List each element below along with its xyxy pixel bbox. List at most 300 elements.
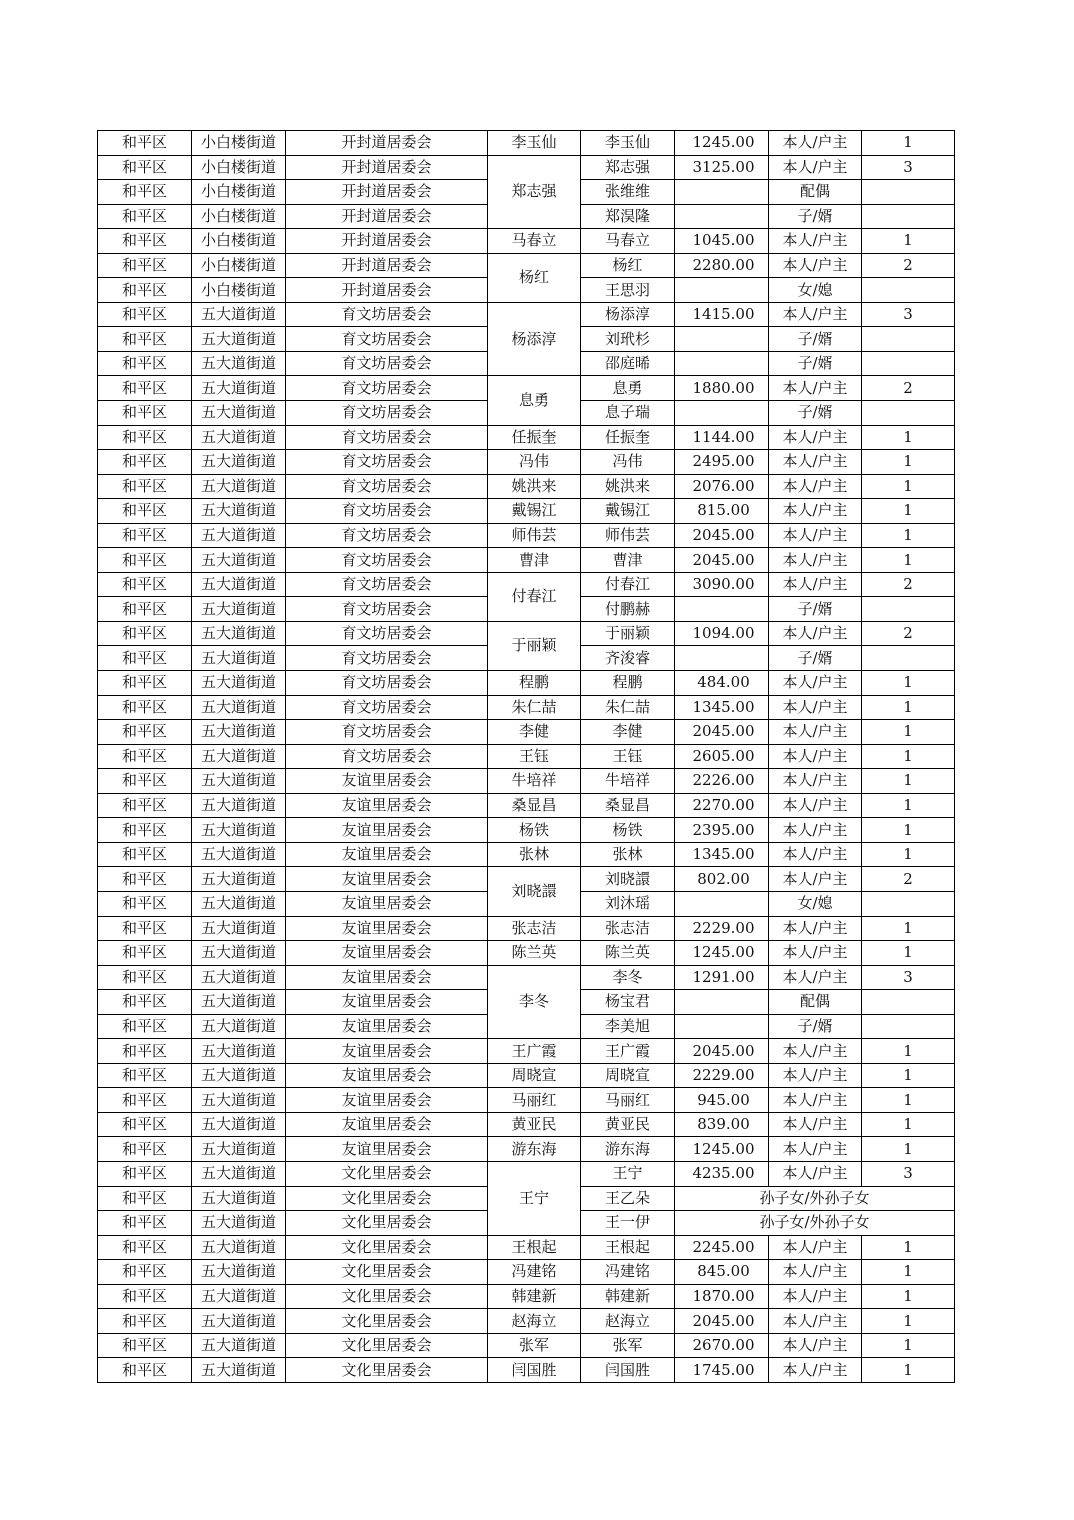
household-head-cell: 郑志强 — [488, 155, 581, 229]
committee-cell: 育文坊居委会 — [286, 646, 488, 671]
street-cell: 五大道街道 — [192, 867, 286, 892]
count-cell — [862, 1014, 955, 1039]
count-cell — [862, 891, 955, 916]
committee-cell: 开封道居委会 — [286, 229, 488, 254]
committee-cell: 友谊里居委会 — [286, 818, 488, 843]
street-cell: 五大道街道 — [192, 1112, 286, 1137]
count-cell: 1 — [862, 1260, 955, 1285]
street-cell: 五大道街道 — [192, 1137, 286, 1162]
amount-cell: 2670.00 — [675, 1333, 769, 1358]
district-cell: 和平区 — [98, 548, 192, 573]
relation-cell: 配偶 — [769, 180, 862, 205]
table-row — [98, 769, 955, 794]
district-cell: 和平区 — [98, 1358, 192, 1383]
count-cell — [862, 990, 955, 1015]
street-cell: 小白楼街道 — [192, 131, 286, 156]
street-cell: 五大道街道 — [192, 401, 286, 426]
committee-cell: 开封道居委会 — [286, 278, 488, 303]
member-name-cell: 姚洪来 — [581, 474, 675, 499]
relation-cell: 孙子女/外孙子女 — [675, 1186, 955, 1211]
table-row — [98, 793, 955, 818]
household-head-cell: 杨铁 — [488, 818, 581, 843]
member-name-cell: 王乙朵 — [581, 1186, 675, 1211]
count-cell: 1 — [862, 941, 955, 966]
street-cell: 五大道街道 — [192, 916, 286, 941]
member-name-cell: 李健 — [581, 720, 675, 745]
district-cell: 和平区 — [98, 1284, 192, 1309]
district-cell: 和平区 — [98, 891, 192, 916]
count-cell: 1 — [862, 425, 955, 450]
street-cell: 五大道街道 — [192, 842, 286, 867]
household-head-cell: 朱仁喆 — [488, 695, 581, 720]
street-cell: 五大道街道 — [192, 1284, 286, 1309]
amount-cell: 1345.00 — [675, 842, 769, 867]
district-cell: 和平区 — [98, 671, 192, 696]
committee-cell: 友谊里居委会 — [286, 941, 488, 966]
relation-cell: 本人/户主 — [769, 523, 862, 548]
amount-cell: 2229.00 — [675, 1063, 769, 1088]
count-cell: 1 — [862, 720, 955, 745]
table-row — [98, 1112, 955, 1137]
committee-cell: 文化里居委会 — [286, 1186, 488, 1211]
committee-cell: 文化里居委会 — [286, 1260, 488, 1285]
relation-cell: 女/媳 — [769, 278, 862, 303]
relation-cell: 本人/户主 — [769, 1039, 862, 1064]
street-cell: 五大道街道 — [192, 1014, 286, 1039]
household-head-cell: 张林 — [488, 842, 581, 867]
count-cell — [862, 327, 955, 352]
district-cell: 和平区 — [98, 720, 192, 745]
household-head-cell: 王根起 — [488, 1235, 581, 1260]
street-cell: 五大道街道 — [192, 1039, 286, 1064]
count-cell: 1 — [862, 1235, 955, 1260]
member-name-cell: 闫国胜 — [581, 1358, 675, 1383]
table-row — [98, 867, 955, 892]
street-cell: 五大道街道 — [192, 1161, 286, 1186]
table-row — [98, 818, 955, 843]
relation-cell: 子/婿 — [769, 351, 862, 376]
count-cell: 1 — [862, 548, 955, 573]
count-cell: 1 — [862, 450, 955, 475]
member-name-cell: 冯建铭 — [581, 1260, 675, 1285]
amount-cell: 1045.00 — [675, 229, 769, 254]
member-name-cell: 赵海立 — [581, 1309, 675, 1334]
relation-cell: 本人/户主 — [769, 695, 862, 720]
committee-cell: 育文坊居委会 — [286, 450, 488, 475]
household-head-cell: 师伟芸 — [488, 523, 581, 548]
amount-cell: 802.00 — [675, 867, 769, 892]
committee-cell: 友谊里居委会 — [286, 1014, 488, 1039]
table-row — [98, 941, 955, 966]
relation-cell: 子/婿 — [769, 204, 862, 229]
member-name-cell: 游东海 — [581, 1137, 675, 1162]
member-name-cell: 息勇 — [581, 376, 675, 401]
relation-cell: 子/婿 — [769, 401, 862, 426]
count-cell: 2 — [862, 376, 955, 401]
district-cell: 和平区 — [98, 1260, 192, 1285]
district-cell: 和平区 — [98, 965, 192, 990]
table-row — [98, 1333, 955, 1358]
member-name-cell: 任振奎 — [581, 425, 675, 450]
district-cell: 和平区 — [98, 818, 192, 843]
amount-cell: 3090.00 — [675, 572, 769, 597]
committee-cell: 友谊里居委会 — [286, 867, 488, 892]
street-cell: 五大道街道 — [192, 1211, 286, 1236]
table-row — [98, 720, 955, 745]
street-cell: 五大道街道 — [192, 327, 286, 352]
household-head-cell: 韩建新 — [488, 1284, 581, 1309]
committee-cell: 开封道居委会 — [286, 180, 488, 205]
district-cell: 和平区 — [98, 155, 192, 180]
district-cell: 和平区 — [98, 1137, 192, 1162]
amount-cell: 1094.00 — [675, 621, 769, 646]
household-head-cell: 张志洁 — [488, 916, 581, 941]
street-cell: 五大道街道 — [192, 695, 286, 720]
count-cell — [862, 401, 955, 426]
amount-cell: 2395.00 — [675, 818, 769, 843]
amount-cell: 1345.00 — [675, 695, 769, 720]
member-name-cell: 付春江 — [581, 572, 675, 597]
count-cell: 1 — [862, 1137, 955, 1162]
relation-cell: 本人/户主 — [769, 941, 862, 966]
relation-cell: 本人/户主 — [769, 1284, 862, 1309]
amount-cell — [675, 180, 769, 205]
count-cell: 1 — [862, 1063, 955, 1088]
household-head-cell: 杨添淳 — [488, 302, 581, 376]
street-cell: 五大道街道 — [192, 891, 286, 916]
amount-cell: 815.00 — [675, 499, 769, 524]
data-table — [97, 130, 955, 1383]
relation-cell: 本人/户主 — [769, 1088, 862, 1113]
district-cell: 和平区 — [98, 1235, 192, 1260]
table-row — [98, 523, 955, 548]
count-cell: 1 — [862, 793, 955, 818]
district-cell: 和平区 — [98, 646, 192, 671]
table-row — [98, 1137, 955, 1162]
household-head-cell: 李玉仙 — [488, 131, 581, 156]
amount-cell: 1245.00 — [675, 131, 769, 156]
committee-cell: 育文坊居委会 — [286, 327, 488, 352]
district-cell: 和平区 — [98, 278, 192, 303]
count-cell: 1 — [862, 523, 955, 548]
relation-cell: 本人/户主 — [769, 1358, 862, 1383]
committee-cell: 开封道居委会 — [286, 131, 488, 156]
amount-cell — [675, 401, 769, 426]
amount-cell: 2495.00 — [675, 450, 769, 475]
amount-cell — [675, 597, 769, 622]
committee-cell: 育文坊居委会 — [286, 499, 488, 524]
household-head-cell: 张军 — [488, 1333, 581, 1358]
district-cell: 和平区 — [98, 842, 192, 867]
household-head-cell: 李健 — [488, 720, 581, 745]
relation-cell: 本人/户主 — [769, 1112, 862, 1137]
committee-cell: 友谊里居委会 — [286, 1063, 488, 1088]
district-cell: 和平区 — [98, 572, 192, 597]
household-head-cell: 戴锡江 — [488, 499, 581, 524]
amount-cell: 2045.00 — [675, 1039, 769, 1064]
committee-cell: 育文坊居委会 — [286, 695, 488, 720]
street-cell: 五大道街道 — [192, 597, 286, 622]
district-cell: 和平区 — [98, 1161, 192, 1186]
street-cell: 五大道街道 — [192, 744, 286, 769]
district-cell: 和平区 — [98, 1088, 192, 1113]
table-row — [98, 425, 955, 450]
table-row — [98, 474, 955, 499]
district-cell: 和平区 — [98, 769, 192, 794]
household-head-cell: 息勇 — [488, 376, 581, 425]
street-cell: 五大道街道 — [192, 1063, 286, 1088]
household-head-cell: 冯伟 — [488, 450, 581, 475]
amount-cell: 1245.00 — [675, 1137, 769, 1162]
committee-cell: 文化里居委会 — [286, 1358, 488, 1383]
street-cell: 五大道街道 — [192, 621, 286, 646]
committee-cell: 开封道居委会 — [286, 155, 488, 180]
household-head-cell: 曹津 — [488, 548, 581, 573]
count-cell — [862, 351, 955, 376]
committee-cell: 文化里居委会 — [286, 1333, 488, 1358]
relation-cell: 本人/户主 — [769, 1161, 862, 1186]
table-row — [98, 253, 955, 278]
street-cell: 五大道街道 — [192, 769, 286, 794]
amount-cell: 2245.00 — [675, 1235, 769, 1260]
member-name-cell: 张林 — [581, 842, 675, 867]
district-cell: 和平区 — [98, 474, 192, 499]
relation-cell: 本人/户主 — [769, 818, 862, 843]
table-row — [98, 229, 955, 254]
member-name-cell: 王钰 — [581, 744, 675, 769]
committee-cell: 文化里居委会 — [286, 1309, 488, 1334]
street-cell: 五大道街道 — [192, 793, 286, 818]
street-cell: 五大道街道 — [192, 1235, 286, 1260]
household-head-cell: 游东海 — [488, 1137, 581, 1162]
relation-cell: 本人/户主 — [769, 499, 862, 524]
street-cell: 五大道街道 — [192, 720, 286, 745]
member-name-cell: 马丽红 — [581, 1088, 675, 1113]
member-name-cell: 程鹏 — [581, 671, 675, 696]
count-cell: 1 — [862, 695, 955, 720]
committee-cell: 育文坊居委会 — [286, 671, 488, 696]
household-head-cell: 周晓宣 — [488, 1063, 581, 1088]
household-head-cell: 王广霞 — [488, 1039, 581, 1064]
district-cell: 和平区 — [98, 1333, 192, 1358]
member-name-cell: 刘沐瑶 — [581, 891, 675, 916]
member-name-cell: 王思羽 — [581, 278, 675, 303]
street-cell: 五大道街道 — [192, 941, 286, 966]
relation-cell: 本人/户主 — [769, 1260, 862, 1285]
district-cell: 和平区 — [98, 523, 192, 548]
table-row — [98, 1284, 955, 1309]
street-cell: 五大道街道 — [192, 1260, 286, 1285]
amount-cell: 1880.00 — [675, 376, 769, 401]
district-cell: 和平区 — [98, 744, 192, 769]
relation-cell: 本人/户主 — [769, 572, 862, 597]
district-cell: 和平区 — [98, 695, 192, 720]
household-head-cell: 黄亚民 — [488, 1112, 581, 1137]
member-name-cell: 李冬 — [581, 965, 675, 990]
table-row — [98, 1161, 955, 1186]
amount-cell: 839.00 — [675, 1112, 769, 1137]
household-head-cell: 杨红 — [488, 253, 581, 302]
district-cell: 和平区 — [98, 1014, 192, 1039]
amount-cell: 1245.00 — [675, 941, 769, 966]
street-cell: 小白楼街道 — [192, 253, 286, 278]
street-cell: 五大道街道 — [192, 965, 286, 990]
relation-cell: 孙子女/外孙子女 — [675, 1211, 955, 1236]
amount-cell: 1415.00 — [675, 302, 769, 327]
committee-cell: 育文坊居委会 — [286, 523, 488, 548]
amount-cell — [675, 891, 769, 916]
street-cell: 小白楼街道 — [192, 180, 286, 205]
count-cell: 1 — [862, 1284, 955, 1309]
table-row — [98, 744, 955, 769]
district-cell: 和平区 — [98, 229, 192, 254]
committee-cell: 育文坊居委会 — [286, 597, 488, 622]
count-cell: 1 — [862, 229, 955, 254]
table-row — [98, 450, 955, 475]
member-name-cell: 刘玳杉 — [581, 327, 675, 352]
count-cell: 2 — [862, 867, 955, 892]
member-name-cell: 韩建新 — [581, 1284, 675, 1309]
member-name-cell: 马春立 — [581, 229, 675, 254]
district-cell: 和平区 — [98, 302, 192, 327]
relation-cell: 本人/户主 — [769, 376, 862, 401]
street-cell: 小白楼街道 — [192, 204, 286, 229]
district-cell: 和平区 — [98, 1039, 192, 1064]
member-name-cell: 牛培祥 — [581, 769, 675, 794]
district-cell: 和平区 — [98, 1211, 192, 1236]
member-name-cell: 戴锡江 — [581, 499, 675, 524]
district-cell: 和平区 — [98, 401, 192, 426]
relation-cell: 本人/户主 — [769, 425, 862, 450]
district-cell: 和平区 — [98, 327, 192, 352]
amount-cell: 2270.00 — [675, 793, 769, 818]
table-row — [98, 1039, 955, 1064]
member-name-cell: 于丽颖 — [581, 621, 675, 646]
member-name-cell: 刘晓譞 — [581, 867, 675, 892]
street-cell: 五大道街道 — [192, 671, 286, 696]
count-cell: 1 — [862, 1358, 955, 1383]
committee-cell: 友谊里居委会 — [286, 916, 488, 941]
committee-cell: 育文坊居委会 — [286, 474, 488, 499]
district-cell: 和平区 — [98, 793, 192, 818]
committee-cell: 育文坊居委会 — [286, 425, 488, 450]
relation-cell: 本人/户主 — [769, 1333, 862, 1358]
member-name-cell: 息子瑞 — [581, 401, 675, 426]
district-cell: 和平区 — [98, 253, 192, 278]
district-cell: 和平区 — [98, 990, 192, 1015]
relation-cell: 本人/户主 — [769, 302, 862, 327]
household-head-cell: 马丽红 — [488, 1088, 581, 1113]
street-cell: 五大道街道 — [192, 1358, 286, 1383]
street-cell: 五大道街道 — [192, 646, 286, 671]
committee-cell: 文化里居委会 — [286, 1284, 488, 1309]
district-cell: 和平区 — [98, 916, 192, 941]
district-cell: 和平区 — [98, 131, 192, 156]
district-cell: 和平区 — [98, 450, 192, 475]
count-cell: 3 — [862, 302, 955, 327]
street-cell: 五大道街道 — [192, 818, 286, 843]
member-name-cell: 杨宝君 — [581, 990, 675, 1015]
street-cell: 五大道街道 — [192, 499, 286, 524]
table-row — [98, 302, 955, 327]
district-cell: 和平区 — [98, 499, 192, 524]
committee-cell: 育文坊居委会 — [286, 401, 488, 426]
table-row — [98, 695, 955, 720]
relation-cell: 本人/户主 — [769, 450, 862, 475]
count-cell: 1 — [862, 671, 955, 696]
member-name-cell: 王一伊 — [581, 1211, 675, 1236]
household-head-cell: 任振奎 — [488, 425, 581, 450]
street-cell: 五大道街道 — [192, 523, 286, 548]
count-cell: 1 — [862, 1112, 955, 1137]
amount-cell — [675, 204, 769, 229]
count-cell: 1 — [862, 1088, 955, 1113]
amount-cell: 1745.00 — [675, 1358, 769, 1383]
relation-cell: 本人/户主 — [769, 548, 862, 573]
table-row — [98, 499, 955, 524]
amount-cell: 845.00 — [675, 1260, 769, 1285]
amount-cell — [675, 990, 769, 1015]
member-name-cell: 冯伟 — [581, 450, 675, 475]
count-cell: 3 — [862, 1161, 955, 1186]
committee-cell: 育文坊居委会 — [286, 548, 488, 573]
amount-cell — [675, 1014, 769, 1039]
committee-cell: 友谊里居委会 — [286, 891, 488, 916]
household-head-cell: 马春立 — [488, 229, 581, 254]
table-row — [98, 1063, 955, 1088]
table-row — [98, 916, 955, 941]
amount-cell — [675, 646, 769, 671]
household-head-cell: 闫国胜 — [488, 1358, 581, 1383]
street-cell: 五大道街道 — [192, 474, 286, 499]
amount-cell: 2605.00 — [675, 744, 769, 769]
count-cell: 1 — [862, 1333, 955, 1358]
district-cell: 和平区 — [98, 204, 192, 229]
committee-cell: 开封道居委会 — [286, 253, 488, 278]
committee-cell: 友谊里居委会 — [286, 793, 488, 818]
count-cell: 1 — [862, 769, 955, 794]
table-row — [98, 1358, 955, 1383]
table-row — [98, 572, 955, 597]
street-cell: 五大道街道 — [192, 1186, 286, 1211]
count-cell: 3 — [862, 155, 955, 180]
amount-cell: 1144.00 — [675, 425, 769, 450]
member-name-cell: 周晓宣 — [581, 1063, 675, 1088]
member-name-cell: 陈兰英 — [581, 941, 675, 966]
household-head-cell: 程鹏 — [488, 671, 581, 696]
district-cell: 和平区 — [98, 941, 192, 966]
relation-cell: 本人/户主 — [769, 793, 862, 818]
member-name-cell: 郑淏隆 — [581, 204, 675, 229]
street-cell: 小白楼街道 — [192, 278, 286, 303]
amount-cell — [675, 327, 769, 352]
street-cell: 五大道街道 — [192, 1309, 286, 1334]
member-name-cell: 齐浚睿 — [581, 646, 675, 671]
household-head-cell: 于丽颖 — [488, 621, 581, 670]
street-cell: 五大道街道 — [192, 425, 286, 450]
street-cell: 五大道街道 — [192, 572, 286, 597]
relation-cell: 女/媳 — [769, 891, 862, 916]
household-head-cell: 陈兰英 — [488, 941, 581, 966]
member-name-cell: 邵庭晞 — [581, 351, 675, 376]
district-cell: 和平区 — [98, 1063, 192, 1088]
amount-cell — [675, 351, 769, 376]
relation-cell: 本人/户主 — [769, 253, 862, 278]
count-cell: 1 — [862, 131, 955, 156]
amount-cell: 2045.00 — [675, 720, 769, 745]
amount-cell: 2045.00 — [675, 523, 769, 548]
amount-cell: 1291.00 — [675, 965, 769, 990]
